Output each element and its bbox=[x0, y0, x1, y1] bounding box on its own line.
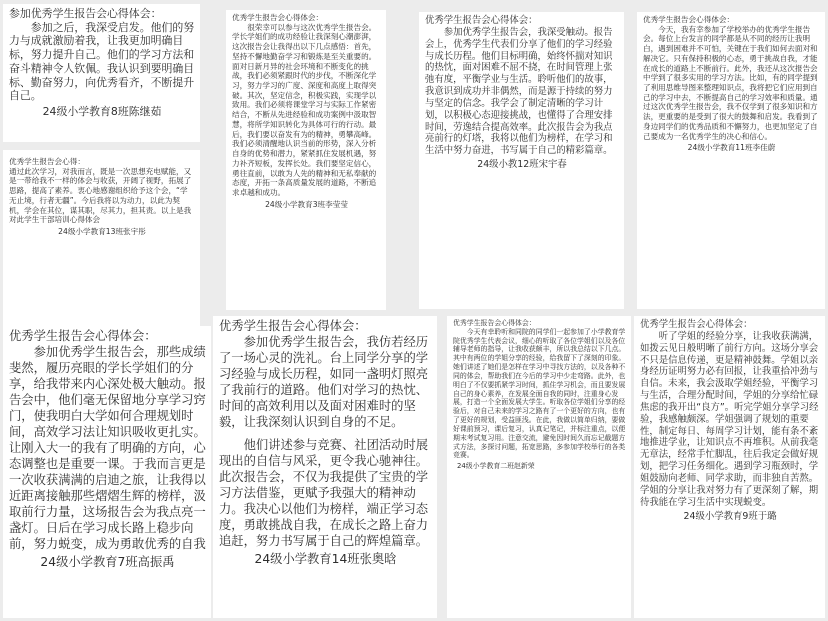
essay-body: 今天，我有幸参加了学校举办的优秀学生报告会。每位上台发言的同学都是从不同的经历让我明白，遇到困难并不可怕，关键在于我们如何去面对和解决它。只有保持积极的心态，勇于挑战自我，才能在成长的道路上不断前行。此外，我还从这次报告会中学到了很多实用的学习方法。比如，有的同学提到了利用思维导图来整理知识点，我将把它们应用到自己的学习中去，不断提高自己的学习效率和质量。通过这次优秀学生报告会，我不仅学到了很多知识和方法，更重要的是受到了很大的鼓舞和启发。我看到了身边同学们的优秀品质和不懈努力，也更加坚定了自己要成为一名优秀学生的决心和信心。 bbox=[643, 24, 818, 141]
essay-card bbox=[637, 12, 825, 309]
essay-body: 通过此次学习，对我而言，既是一次思想充电赋能，又是一带给我不一样的体会与收获，开阔了视野，拓展了思路，提高了素养。衷心地感谢组织给予这个会，“学无止境，行者无疆”。今后我将以为动力，以此为契机，学会在其位，谋其职，尽其力，担其责。以上是我对此学生干部培训心得体会 bbox=[9, 166, 192, 225]
essay-signature: 24级小学教育14班张奥晗 bbox=[254, 551, 397, 566]
essay-body: 参加优秀学生报告会，那些成绩斐然，履历亮眼的学长学姐们的分享，给我带来内心深处极大触动。报告会中，他们毫无保留地分享学习窍门，使我明白大学如何合理规划时间，高效学习法让知识吸收更扎实。让刚入大一的我有了明确的方向，心态调整也是重要一课。于我而言更是一次收获满满的启迪之旅，让我得以近距离接触那些熠熠生辉的榜样，汲取前行力量，这场报告会为我点亮一盏灯。日后在学习成长路上稳步向前，努力蜕变，成为勇敢优秀的自我 bbox=[9, 344, 206, 551]
essay-body: 今天有幸聆听和同院的同学们一起参加了小学教育学院优秀学生代表会议，细心的听取了各位学姐们以及各位辅导老师的指导，让我收获颇丰，所以我总结以下几点。其中有两位的学姐分享的经验，给我留下了深刻的印象。她们讲述了她们是怎样在学习中寻找方法的，以及各种不同的体会，帮助我们在今后的学习中少走弯路。此外，也明白了不仅要抓紧学习时间，抓住学习机会，而且要发展自己的身心素养，在发展全面自我的同时，注重身心发展，打造一个全面发展大学生。听取各位学姐们分享的经验后，对自己未来的学习之路有了一个更好的方向，也有了更好的规划，受益匪浅。在此，我做以简单归纳，要做好课前预习，课后复习，认真记笔记，并标注重点，以便期末考试复习用。注意交流，避免因时间久而忘记截题方式方法，多探讨问题，拓宽思路，多参加学校举行的各类竞赛。 bbox=[453, 327, 626, 460]
essay-title: 优秀学生报告会心得体会： bbox=[219, 319, 367, 333]
essay-card bbox=[447, 316, 631, 618]
essay-card bbox=[213, 316, 437, 618]
essay-card bbox=[3, 150, 200, 332]
essay-signature: 24级小学教育11班李佳蔚 bbox=[687, 143, 776, 153]
essay-title: 优秀学生报告会心得： bbox=[9, 157, 85, 166]
essay-body: 参加优秀学生报告会，我仿若经历了一场心灵的洗礼。台上同学分享的学习经验与成长历程，如同一盏明灯照亮了我前行的道路。他们对学习的热忱、时间的高效利用以及面对困难时的坚毅，让我深刻认识到自身的不足。 bbox=[219, 334, 429, 429]
essay-title: 优秀学生报告会心得体会： bbox=[232, 13, 324, 22]
essay-title: 优秀学生报告会心得体会： bbox=[453, 319, 536, 327]
essay-card bbox=[634, 316, 825, 618]
essay-body: 参加优秀学生报告会，我深受触动。报告会上，优秀学生代表们分享了他们的学习经验与成长历程。他们目标明确，始终怀揣对知识的热忱，面对困难不屈不挠，在时间管理上张弛有度，平衡学业与生活。聆听他们的故事，我意识到成功并非偶然，而是源于持续的努力与坚定的信念。我学会了制定清晰的学习计划，以积极心态迎接挑战，也懂得了合理安排时间，劳逸结合提高效率。此次报告会为我点亮前行的灯塔，我将以他们为榜样，在学习和生活中努力奋进，书写属于自己的精彩篇章。 bbox=[425, 26, 613, 157]
essay-signature: 24级小学教育8班陈继茹 bbox=[42, 105, 162, 119]
essay-body: 很荣幸可以参与这次优秀学生报告会。学长学姐们的成功经验让我深刻心潮澎湃，这次报告会让我得出以下几点感悟：首先，坚持不懈地勤奋学习和锻炼是至关重要的。面对日新月异的社会环境和不断变化的挑战，我们必须紧跟时代的步伐，不断深化学习，努力学习的广度、深度和高度上取得突破。其次，坚定信念，积极实践，实现学以致用。我们必须将课堂学习与实际工作紧密结合，不断从先进经验和成功案例中汲取智慧，将所学知识转化为具体可行的行动。最后，我们要以奋发有为的精神，勇攀高峰。我们必须清醒地认识当前的形势，深入分析自身的优势和潜力，紧紧抓住发展机遇，努力补齐短板，发挥长处。我们要坚定信心，勇往直前，以敢为人先的精神和无私奉献的态度，开拓一条高质量发展的道路，不断追求卓越和成功。 bbox=[232, 22, 377, 197]
essay-signature: 24级小教12班宋宇春 bbox=[477, 159, 567, 171]
essay-body-paragraph-2: 他们讲述参与竞赛、社团活动时展现出的自信与风采，更令我心驰神往。此次报告会，不仅为我提供了宝贵的学习方法借鉴，更赋予我强大的精神动力。我决心以他们为榜样，端正学习态度，勇敢挑战自我，在成长之路上奋力追赶，努力书写属于自己的辉煌篇章。 bbox=[219, 437, 429, 548]
essay-card bbox=[419, 12, 624, 309]
essay-card bbox=[3, 326, 211, 618]
essay-body: 参加之后，我深受启发。他们的努力与成就激励着我，让我更加明确目标，努力提升自己。他们的学习方法和奋斗精神令人钦佩。我认识到要明确目标、勤奋努力，向优秀看齐，不断提升自己。 bbox=[9, 20, 195, 103]
essay-signature: 24级小学教育9班于璐 bbox=[683, 510, 777, 522]
essay-signature: 24级小学教育二班赵新荣 bbox=[457, 462, 535, 471]
essay-signature: 24级小学教育3班李莹莹 bbox=[265, 199, 348, 209]
essay-body: 听了学姐的经验分享，让我收获满满，如拨云见日般明晰了前行方向。这场分享会不只是信息传递，更是精神鼓舞。学姐以亲身经历证明努力必有回报，让我重拾冲劲与自信。未来，我会汲取学姐经验，平衡学习与生活，合理分配时间，学姐的分享给忙碌焦虑的我开出“良方”。听完学姐分享学习经验，我感触颇深。学姐强调了规划的重要性，制定每日、每周学习计划，能有条不紊地推进学业，让知识点不再堆积。从前我毫无章法，经常手忙脚乱，往后我定会做好规划，把学习任务细化。遇到学习瓶颈时，学姐鼓励向老师、同学求助，而非独自苦熬。学姐的分享让我对努力有了更深刻了解，期待我能在学习生活中实现蜕变。 bbox=[640, 330, 819, 508]
essay-title: 优秀学生报告会心得体会： bbox=[425, 15, 538, 26]
essay-title: 优秀学生报告会心得体会： bbox=[640, 319, 753, 330]
essay-title: 参加优秀学生报告会心得体会： bbox=[9, 7, 162, 20]
essay-signature: 24级小学教育13班张宇彤 bbox=[58, 227, 146, 237]
essay-signature: 24级小学教育7班高振禹 bbox=[40, 554, 175, 569]
essay-title: 优秀学生报告会心得体会： bbox=[643, 15, 735, 24]
essay-card bbox=[3, 4, 200, 142]
essay-title: 优秀学生报告会心得体会： bbox=[9, 329, 157, 343]
essay-card bbox=[226, 10, 386, 310]
